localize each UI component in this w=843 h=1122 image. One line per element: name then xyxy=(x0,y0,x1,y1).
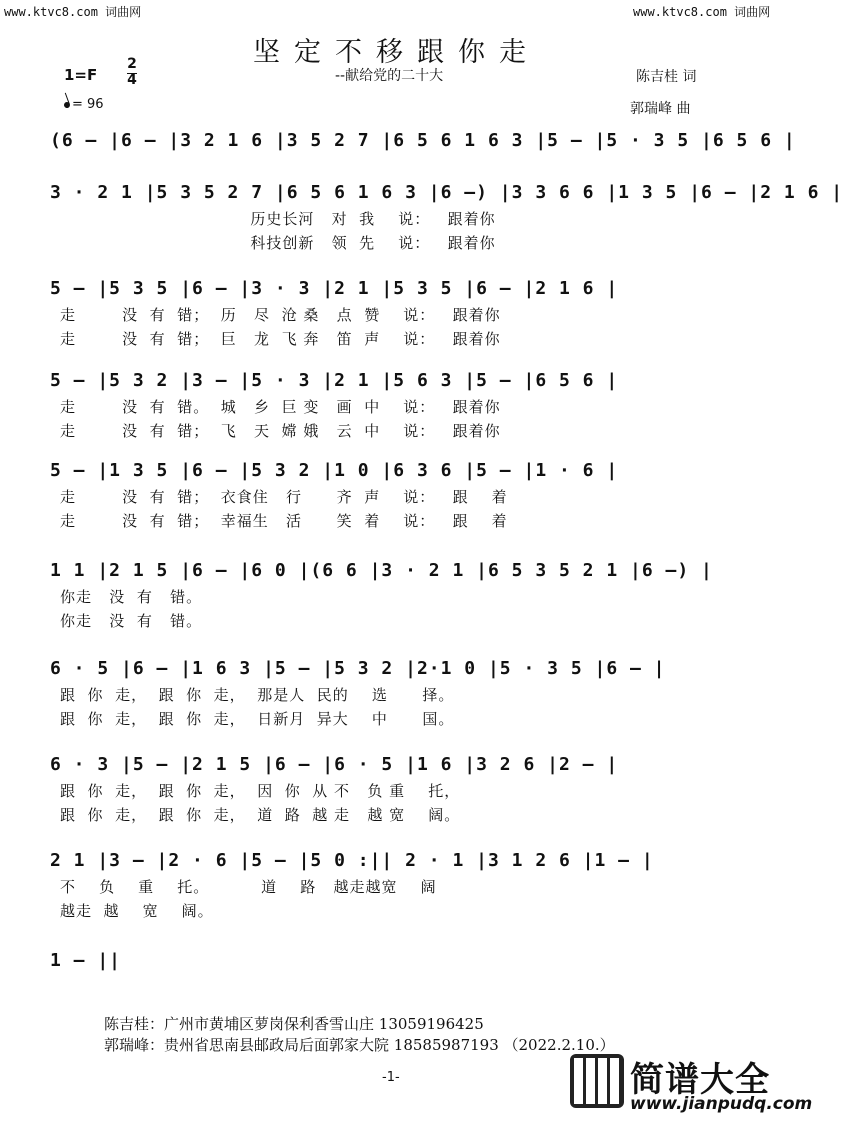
lyric-verse-1: 跟 你 走， 跟 你 走， 因 你 从 不 负 重 托， xyxy=(60,782,461,800)
lyric-verse-2: 走 没 有 错； 巨 龙 飞 奔 笛 声 说： 跟着你 xyxy=(60,330,501,348)
key-signature: 1=F xyxy=(64,66,98,84)
lyricist-credit: 陈吉桂 词 xyxy=(636,69,697,85)
lyric-verse-1: 跟 你 走， 跟 你 走， 那是人 民的 选 择。 xyxy=(60,686,455,704)
score-line: 1 – || xyxy=(50,950,122,971)
score-line: 5 – |1 3 5 |6 – |5 3 2 |1 0 |6 3 6 |5 – |1 · 6 | xyxy=(50,460,619,481)
song-subtitle: --献给党的二十大 xyxy=(335,68,444,84)
score-line: 5 – |5 3 2 |3 – |5 · 3 |2 1 |5 6 3 |5 – |6 5 6 | xyxy=(50,370,619,391)
score-line: 6 · 5 |6 – |1 6 3 |5 – |5 3 2 |2·1 0 |5 · 3 5 |6 – | xyxy=(50,658,666,679)
lyric-verse-1: 走 没 有 错； 历 尽 沧 桑 点 赞 说： 跟着你 xyxy=(60,306,501,324)
brand-name: 简谱大全 xyxy=(630,1060,770,1100)
quarter-note-icon xyxy=(63,101,71,109)
lyric-verse-2: 科技创新 领 先 说： 跟着你 xyxy=(60,234,496,252)
score-line: 2 1 |3 – |2 · 6 |5 – |5 0 :|| 2 · 1 |3 1 2 6 |1 – | xyxy=(50,850,654,871)
score-line: (6 – |6 – |3 2 1 6 |3 5 2 7 |6 5 6 1 6 3 |5 – |5 · 3 5 |6 5 6 | xyxy=(50,130,796,151)
lyric-verse-2: 走 没 有 错； 飞 天 嫦 娥 云 中 说： 跟着你 xyxy=(60,422,501,440)
score-line: 5 – |5 3 5 |6 – |3 · 3 |2 1 |5 3 5 |6 – |2 1 6 | xyxy=(50,278,619,299)
piano-keys-icon xyxy=(570,1054,624,1108)
lyric-verse-1: 走 没 有 错。 城 乡 巨 变 画 中 说： 跟着你 xyxy=(60,398,501,416)
lyric-verse-1: 历史长河 对 我 说： 跟着你 xyxy=(60,210,496,228)
lyric-verse-2: 跟 你 走， 跟 你 走， 日新月 异大 中 国。 xyxy=(60,710,455,728)
lyric-verse-2: 越走 越 宽 阔。 xyxy=(60,902,214,920)
lyric-verse-1: 你走 没 有 错。 xyxy=(60,588,203,606)
score-line: 1 1 |2 1 5 |6 – |6 0 |(6 6 |3 · 2 1 |6 5 3 5 2 1 |6 –) | xyxy=(50,560,713,581)
brand-url: www.jianpudq.com xyxy=(630,1094,813,1114)
site-watermark-left: www.ktvc8.com 词曲网 xyxy=(4,5,142,19)
score-line: 3 · 2 1 |5 3 5 2 7 |6 5 6 1 6 3 |6 –) |3 3 6 6 |1 3 5 |6 – |2 1 6 | xyxy=(50,182,843,203)
lyric-verse-2: 你走 没 有 错。 xyxy=(60,612,203,630)
tempo-marking xyxy=(64,97,104,112)
footer-contact-composer: 郭瑞峰：贵州省思南县邮政局后面郭家大院 18585987193 （2022.2.10.） xyxy=(104,1036,615,1054)
footer-contact-lyricist: 陈吉桂：广州市黄埔区萝岗保利香雪山庄 13059196425 xyxy=(104,1015,484,1033)
composer-credit: 郭瑞峰 曲 xyxy=(630,101,691,117)
brand-logo xyxy=(570,1050,813,1116)
lyric-verse-2: 跟 你 走， 跟 你 走， 道 路 越 走 越 宽 阔。 xyxy=(60,806,461,824)
site-watermark-right: www.ktvc8.com 词曲网 xyxy=(633,5,771,19)
song-title: 坚定不移跟你走 xyxy=(253,37,540,68)
score-line: 6 · 3 |5 – |2 1 5 |6 – |6 · 5 |1 6 |3 2 6 |2 – | xyxy=(50,754,619,775)
tempo-value: = 96 xyxy=(72,97,104,112)
lyric-verse-2: 走 没 有 错； 幸福生 活 笑 着 说： 跟 着 xyxy=(60,512,508,530)
lyric-verse-1: 走 没 有 错； 衣食住 行 齐 声 说： 跟 着 xyxy=(60,488,508,506)
lyric-verse-1: 不 负 重 托。 道 路 越走越宽 阔 xyxy=(60,878,437,896)
time-signature-bottom: 4 xyxy=(127,72,137,88)
time-signature-top: 2 xyxy=(127,56,137,72)
page-number: -1- xyxy=(382,1070,400,1085)
